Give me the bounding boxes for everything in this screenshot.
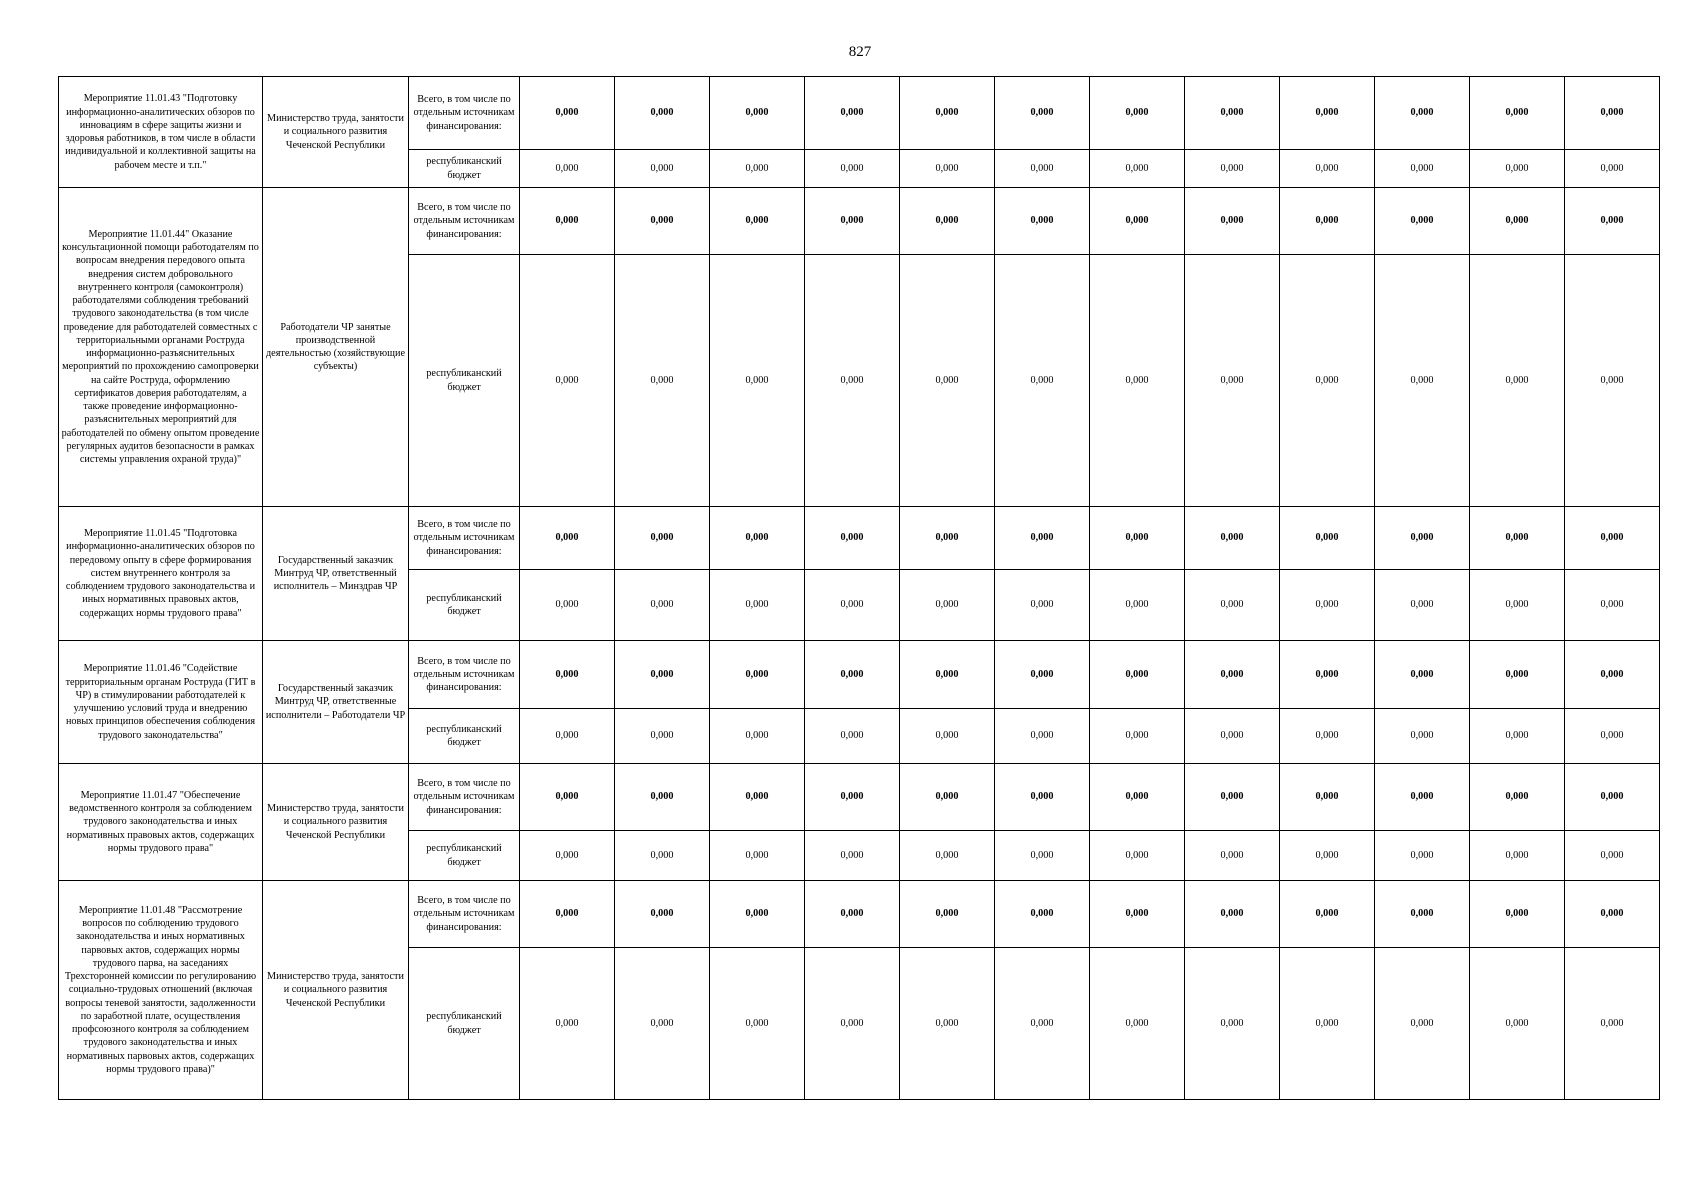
- value-cell: 0,000: [1280, 641, 1375, 709]
- value-cell: 0,000: [1375, 881, 1470, 948]
- value-cell: 0,000: [1185, 709, 1280, 764]
- table-row-total: [59, 764, 1660, 831]
- value-cell: 0,000: [900, 641, 995, 709]
- value-cell: 0,000: [900, 570, 995, 641]
- value-cell: 0,000: [615, 77, 710, 150]
- event-description: Мероприятие 11.01.45 "Подготовка информационно-аналитических обзоров по передовому опыту в сфере формирования систем внутреннего контроля за соблюдением трудового законодательства и иных нормативных правовых актов, содержащих нормы трудового права": [59, 507, 263, 641]
- value-cell: 0,000: [900, 948, 995, 1100]
- value-cell: 0,000: [615, 948, 710, 1100]
- value-cell: 0,000: [1565, 255, 1660, 507]
- value-cell: 0,000: [710, 507, 805, 570]
- value-cell: 0,000: [1090, 641, 1185, 709]
- table-row-total: [59, 507, 1660, 570]
- value-cell: 0,000: [995, 77, 1090, 150]
- value-cell: 0,000: [710, 948, 805, 1100]
- value-cell: 0,000: [1375, 641, 1470, 709]
- value-cell: 0,000: [1565, 881, 1660, 948]
- value-cell: 0,000: [1470, 831, 1565, 881]
- value-cell: 0,000: [1280, 150, 1375, 188]
- source-total-label: Всего, в том числе по отдельным источникам финансирования:: [409, 77, 520, 150]
- value-cell: 0,000: [1470, 188, 1565, 255]
- value-cell: 0,000: [1565, 831, 1660, 881]
- executor-cell: Работодатели ЧР занятые производственной деятельностью (хозяйствующие субъекты): [263, 188, 409, 507]
- executor-cell: Министерство труда, занятости и социального развития Чеченской Республики: [263, 764, 409, 881]
- event-description: Мероприятие 11.01.43 "Подготовку информационно-аналитических обзоров по инновациям в сфере защиты жизни и здоровья работников, в том числе в области индивидуальной и коллективной защиты на рабочем месте и т.п.": [59, 77, 263, 188]
- executor-cell: Государственный заказчик Минтруд ЧР, ответственные исполнители – Работодатели ЧР: [263, 641, 409, 764]
- source-total-label: Всего, в том числе по отдельным источникам финансирования:: [409, 881, 520, 948]
- value-cell: 0,000: [710, 709, 805, 764]
- value-cell: 0,000: [1090, 255, 1185, 507]
- value-cell: 0,000: [1090, 764, 1185, 831]
- value-cell: 0,000: [1375, 150, 1470, 188]
- value-cell: 0,000: [710, 764, 805, 831]
- value-cell: 0,000: [995, 570, 1090, 641]
- value-cell: 0,000: [1280, 507, 1375, 570]
- source-regional-label: республиканский бюджет: [409, 255, 520, 507]
- value-cell: 0,000: [995, 188, 1090, 255]
- value-cell: 0,000: [995, 255, 1090, 507]
- value-cell: 0,000: [615, 507, 710, 570]
- value-cell: 0,000: [615, 709, 710, 764]
- value-cell: 0,000: [1565, 764, 1660, 831]
- value-cell: 0,000: [995, 881, 1090, 948]
- value-cell: 0,000: [805, 641, 900, 709]
- source-regional-label: республиканский бюджет: [409, 948, 520, 1100]
- value-cell: 0,000: [1470, 570, 1565, 641]
- value-cell: 0,000: [900, 507, 995, 570]
- value-cell: 0,000: [900, 831, 995, 881]
- value-cell: 0,000: [1375, 764, 1470, 831]
- source-regional-label: республиканский бюджет: [409, 709, 520, 764]
- value-cell: 0,000: [710, 570, 805, 641]
- value-cell: 0,000: [1470, 709, 1565, 764]
- value-cell: 0,000: [995, 641, 1090, 709]
- value-cell: 0,000: [615, 641, 710, 709]
- value-cell: 0,000: [1090, 507, 1185, 570]
- value-cell: 0,000: [1090, 570, 1185, 641]
- value-cell: 0,000: [805, 150, 900, 188]
- source-regional-label: республиканский бюджет: [409, 570, 520, 641]
- value-cell: 0,000: [1280, 255, 1375, 507]
- value-cell: 0,000: [805, 255, 900, 507]
- value-cell: 0,000: [1375, 507, 1470, 570]
- value-cell: 0,000: [1090, 831, 1185, 881]
- value-cell: 0,000: [520, 948, 615, 1100]
- source-total-label: Всего, в том числе по отдельным источникам финансирования:: [409, 641, 520, 709]
- value-cell: 0,000: [900, 150, 995, 188]
- financing-table: [58, 76, 1660, 1100]
- value-cell: 0,000: [1280, 948, 1375, 1100]
- value-cell: 0,000: [1185, 948, 1280, 1100]
- value-cell: 0,000: [520, 641, 615, 709]
- value-cell: 0,000: [1565, 77, 1660, 150]
- value-cell: 0,000: [1185, 77, 1280, 150]
- event-description: Мероприятие 11.01.48 "Рассмотрение вопросов по соблюдению трудового законодательства и иных нормативных парвовых актов, содержащих нормы трудового парва, на заседаниях Трехсторонней комиссии по регулированию социально-трудовых отношений (включая вопросы теневой занятости, задолженности по заработной плате, осуществления профсоюзного контроля за соблюдением трудового законодательства и иных нормативных парвовых актов, содержащих нормы трудового права)": [59, 881, 263, 1100]
- value-cell: 0,000: [615, 570, 710, 641]
- value-cell: 0,000: [1470, 255, 1565, 507]
- value-cell: 0,000: [615, 831, 710, 881]
- financing-table-body: [59, 77, 1660, 1100]
- value-cell: 0,000: [1375, 831, 1470, 881]
- value-cell: 0,000: [805, 948, 900, 1100]
- value-cell: 0,000: [520, 188, 615, 255]
- value-cell: 0,000: [1185, 881, 1280, 948]
- value-cell: 0,000: [1185, 507, 1280, 570]
- value-cell: 0,000: [710, 881, 805, 948]
- value-cell: 0,000: [520, 831, 615, 881]
- value-cell: 0,000: [1470, 764, 1565, 831]
- value-cell: 0,000: [1280, 764, 1375, 831]
- value-cell: 0,000: [1470, 77, 1565, 150]
- value-cell: 0,000: [520, 570, 615, 641]
- source-total-label: Всего, в том числе по отдельным источникам финансирования:: [409, 507, 520, 570]
- value-cell: 0,000: [1565, 150, 1660, 188]
- value-cell: 0,000: [710, 831, 805, 881]
- value-cell: 0,000: [710, 255, 805, 507]
- table-row-total: [59, 641, 1660, 709]
- event-description: Мероприятие 11.01.46 "Содействие территориальным органам Роструда (ГИТ в ЧР) в стимулировании работодателей к улучшению условий труда и внедрению новых принципов обеспечения соблюдения трудового законодательства": [59, 641, 263, 764]
- value-cell: 0,000: [1185, 641, 1280, 709]
- table-row-total: [59, 188, 1660, 255]
- value-cell: 0,000: [1090, 77, 1185, 150]
- value-cell: 0,000: [805, 570, 900, 641]
- value-cell: 0,000: [1565, 709, 1660, 764]
- value-cell: 0,000: [1565, 570, 1660, 641]
- value-cell: 0,000: [520, 709, 615, 764]
- value-cell: 0,000: [1470, 641, 1565, 709]
- table-row-total: [59, 881, 1660, 948]
- value-cell: 0,000: [1090, 881, 1185, 948]
- value-cell: 0,000: [1185, 570, 1280, 641]
- value-cell: 0,000: [520, 77, 615, 150]
- value-cell: 0,000: [520, 764, 615, 831]
- value-cell: 0,000: [1090, 709, 1185, 764]
- value-cell: 0,000: [520, 255, 615, 507]
- value-cell: 0,000: [1090, 948, 1185, 1100]
- value-cell: 0,000: [805, 507, 900, 570]
- value-cell: 0,000: [1185, 831, 1280, 881]
- value-cell: 0,000: [995, 709, 1090, 764]
- value-cell: 0,000: [1470, 507, 1565, 570]
- value-cell: 0,000: [900, 709, 995, 764]
- value-cell: 0,000: [710, 150, 805, 188]
- value-cell: 0,000: [1280, 77, 1375, 150]
- value-cell: 0,000: [1375, 255, 1470, 507]
- value-cell: 0,000: [1185, 188, 1280, 255]
- value-cell: 0,000: [1565, 948, 1660, 1100]
- value-cell: 0,000: [805, 77, 900, 150]
- value-cell: 0,000: [1565, 188, 1660, 255]
- value-cell: 0,000: [1375, 570, 1470, 641]
- value-cell: 0,000: [900, 188, 995, 255]
- value-cell: 0,000: [1375, 77, 1470, 150]
- value-cell: 0,000: [1185, 764, 1280, 831]
- value-cell: 0,000: [520, 150, 615, 188]
- value-cell: 0,000: [615, 150, 710, 188]
- value-cell: 0,000: [1375, 948, 1470, 1100]
- value-cell: 0,000: [1280, 831, 1375, 881]
- value-cell: 0,000: [615, 881, 710, 948]
- executor-cell: Государственный заказчик Минтруд ЧР, ответственный исполнитель – Минздрав ЧР: [263, 507, 409, 641]
- value-cell: 0,000: [615, 255, 710, 507]
- value-cell: 0,000: [520, 881, 615, 948]
- value-cell: 0,000: [995, 507, 1090, 570]
- value-cell: 0,000: [1090, 150, 1185, 188]
- executor-cell: Министерство труда, занятости и социального развития Чеченской Республики: [263, 881, 409, 1100]
- value-cell: 0,000: [1470, 948, 1565, 1100]
- value-cell: 0,000: [710, 188, 805, 255]
- value-cell: 0,000: [710, 77, 805, 150]
- value-cell: 0,000: [995, 831, 1090, 881]
- value-cell: 0,000: [900, 764, 995, 831]
- value-cell: 0,000: [615, 764, 710, 831]
- value-cell: 0,000: [615, 188, 710, 255]
- event-description: Мероприятие 11.01.44" Оказание консультационной помощи работодателям по вопросам внедрения передового опыта внедрения систем добровольного внутреннего контроля (самоконтроля) работодателями соблюдения требований трудового законодательства (в том числе проведение для работодателей совместных с территориальными органами Роструда информационно-разъяснительных мероприятий по прохождению самопроверки на сайте Роструда, оформлению сертификатов доверия работодателям, а также проведение информационно-разъяснительных мероприятий для работодателей по обмену опытом проведение регулярных аудитов безопасности в рамках системы управления охраной труда)": [59, 188, 263, 507]
- value-cell: 0,000: [805, 881, 900, 948]
- value-cell: 0,000: [995, 948, 1090, 1100]
- value-cell: 0,000: [900, 77, 995, 150]
- value-cell: 0,000: [1280, 570, 1375, 641]
- value-cell: 0,000: [805, 831, 900, 881]
- value-cell: 0,000: [805, 188, 900, 255]
- event-description: Мероприятие 11.01.47 "Обеспечение ведомственного контроля за соблюдением трудового законодательства и иных нормативных правовых актов, содержащих нормы трудового права": [59, 764, 263, 881]
- source-total-label: Всего, в том числе по отдельным источникам финансирования:: [409, 764, 520, 831]
- source-total-label: Всего, в том числе по отдельным источникам финансирования:: [409, 188, 520, 255]
- value-cell: 0,000: [995, 150, 1090, 188]
- value-cell: 0,000: [1470, 150, 1565, 188]
- value-cell: 0,000: [520, 507, 615, 570]
- value-cell: 0,000: [1565, 641, 1660, 709]
- value-cell: 0,000: [1280, 881, 1375, 948]
- value-cell: 0,000: [995, 764, 1090, 831]
- executor-cell: Министерство труда, занятости и социального развития Чеченской Республики: [263, 77, 409, 188]
- table-row-total: [59, 77, 1660, 150]
- value-cell: 0,000: [1470, 881, 1565, 948]
- value-cell: 0,000: [1090, 188, 1185, 255]
- value-cell: 0,000: [805, 764, 900, 831]
- value-cell: 0,000: [1185, 150, 1280, 188]
- value-cell: 0,000: [1375, 709, 1470, 764]
- value-cell: 0,000: [805, 709, 900, 764]
- value-cell: 0,000: [1280, 709, 1375, 764]
- page-number: 827: [848, 44, 872, 60]
- value-cell: 0,000: [710, 641, 805, 709]
- value-cell: 0,000: [1185, 255, 1280, 507]
- value-cell: 0,000: [1565, 507, 1660, 570]
- value-cell: 0,000: [900, 255, 995, 507]
- value-cell: 0,000: [900, 881, 995, 948]
- value-cell: 0,000: [1280, 188, 1375, 255]
- source-regional-label: республиканский бюджет: [409, 150, 520, 188]
- value-cell: 0,000: [1375, 188, 1470, 255]
- source-regional-label: республиканский бюджет: [409, 831, 520, 881]
